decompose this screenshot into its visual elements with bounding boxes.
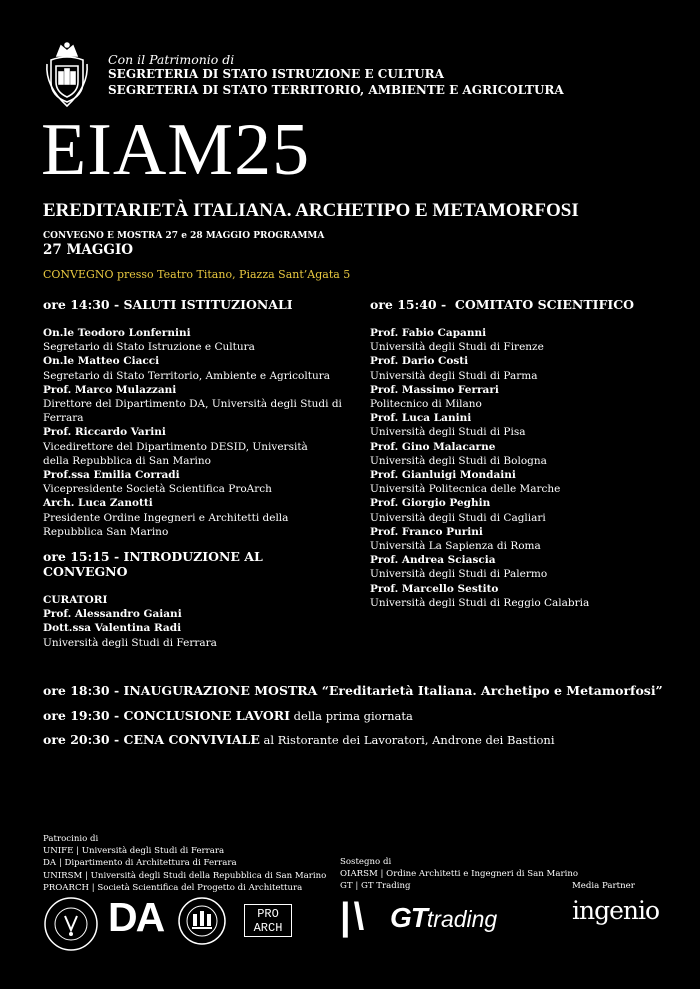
patron-line: UNIFE | Università degli Studi di Ferrara	[43, 846, 225, 857]
oiarsm-logo: |\	[340, 896, 368, 938]
speaker-name: On.le Matteo Ciacci	[43, 355, 160, 368]
speaker-name: Prof.ssa Emilia Corradi	[43, 469, 180, 482]
curators-affiliation: Università degli Studi di Ferrara	[43, 636, 217, 649]
left-column	[43, 297, 343, 650]
member-affiliation: Università degli Studi di Pisa	[370, 426, 526, 439]
member-name: Prof. Gino Malacarne	[370, 440, 496, 453]
curator-name: Dott.ssa Valentina Radi	[43, 622, 182, 635]
gt-logo-word: trading	[426, 906, 498, 932]
event-date: 27 MAGGIO	[43, 242, 134, 258]
member-name: Prof. Fabio Capanni	[370, 327, 487, 339]
proarch-line-1: PRO	[257, 907, 279, 921]
speaker-role: Vicepresidente Società Scientifica ProArch	[43, 483, 272, 496]
member-affiliation: Università degli Studi di Cagliari	[370, 511, 546, 524]
member-affiliation: Università degli Studi di Bologna	[370, 454, 547, 467]
event-conclusion	[43, 708, 413, 723]
support-line: GT | GT Trading	[340, 881, 411, 892]
event-dinner	[43, 732, 555, 747]
speaker-name: Prof. Marco Mulazzani	[43, 383, 177, 396]
curator-name: Prof. Alessandro Gaiani	[43, 608, 182, 621]
conclusion-detail: della prima giornata	[290, 709, 413, 723]
member-name: Prof. Marcello Sestito	[370, 582, 499, 595]
member-affiliation: Università Politecnica delle Marche	[370, 483, 561, 496]
patron-line: UNIRSM | Università degli Studi della Repubblica di San Marino	[43, 870, 327, 881]
san-marino-crest-icon	[43, 42, 91, 108]
patronage-label: Patrocinio di	[43, 834, 99, 844]
event-title: EIAM25	[41, 109, 311, 191]
gt-logo-mark: GT	[390, 902, 427, 933]
member-name: Prof. Andrea Sciascia	[370, 554, 496, 567]
inauguration-text: ore 18:30 - INAUGURAZIONE MOSTRA “Ereditarietà Italiana. Archetipo e Metamorfosi”	[43, 683, 663, 698]
event-subtitle: EREDITARIETÀ ITALIANA. ARCHETIPO E METAMORFOSI	[43, 200, 579, 221]
member-affiliation: Università degli Studi di Parma	[370, 369, 538, 382]
gt-trading-logo	[390, 904, 497, 932]
media-partner-label: Media Partner	[572, 881, 635, 891]
committee-heading: ore 15:40 - COMITATO SCIENTIFICO	[370, 297, 635, 312]
support-label: Sostegno di	[340, 857, 392, 867]
saluti-heading: ore 14:30 - SALUTI ISTITUZIONALI	[43, 297, 293, 312]
speaker-name: Arch. Luca Zanotti	[43, 497, 153, 510]
member-affiliation: Università degli Studi di Palermo	[370, 568, 548, 581]
dinner-time: ore 20:30 - CENA CONVIVIALE	[43, 732, 260, 747]
member-affiliation: Università degli Studi di Firenze	[370, 341, 544, 354]
patronage-block	[43, 833, 326, 894]
member-affiliation: Politecnico di Milano	[370, 398, 482, 411]
ingenio-logo: ingenio	[572, 896, 660, 925]
member-name: Prof. Franco Purini	[370, 525, 483, 538]
member-name: Prof. Dario Costi	[370, 355, 469, 368]
speaker-list	[43, 326, 343, 539]
speaker-name: Prof. Riccardo Varini	[43, 426, 166, 439]
support-line: OIARSM | Ordine Architetti e Ingegneri di San Marino	[340, 869, 579, 880]
secretariat-education: SEGRETERIA DI STATO ISTRUZIONE E CULTURA	[108, 67, 444, 81]
member-name: Prof. Luca Lanini	[370, 412, 472, 425]
unirsm-seal-icon	[177, 896, 227, 946]
member-name: Prof. Massimo Ferrari	[370, 383, 499, 396]
member-affiliation: Università La Sapienza di Roma	[370, 540, 541, 553]
unife-seal-icon	[43, 896, 99, 952]
support-block	[340, 856, 578, 893]
proarch-logo	[244, 904, 292, 937]
conclusion-time: ore 19:30 - CONCLUSIONE LAVORI	[43, 708, 290, 723]
dinner-detail: al Ristorante dei Lavoratori, Androne dei Bastioni	[259, 733, 555, 747]
member-name: Prof. Gianluigi Mondaini	[370, 469, 516, 482]
speaker-role: Presidente Ordine Ingegneri e Architetti della Repubblica San Marino	[43, 511, 289, 538]
intro-heading: ore 15:15 - INTRODUZIONE AL CONVEGNO	[43, 549, 263, 580]
committee-list	[370, 326, 670, 610]
patron-line: PROARCH | Società Scientifica del Progetto di Architettura	[43, 882, 303, 893]
patronage-intro: Con il Patrimonio di	[108, 52, 235, 67]
speaker-role: Segretario di Stato Istruzione e Cultura	[43, 341, 255, 354]
program-line: CONVEGNO E MOSTRA 27 e 28 MAGGIO PROGRAMMA	[43, 231, 325, 241]
event-venue: CONVEGNO presso Teatro Titano, Piazza Sant’Agata 5	[43, 268, 351, 281]
member-affiliation: Università degli Studi di Reggio Calabria	[370, 596, 590, 609]
member-name: Prof. Giorgio Peghin	[370, 497, 491, 510]
speaker-role: Direttore del Dipartimento DA, Università degli Studi di Ferrara	[43, 398, 342, 425]
secretariat-territory: SEGRETERIA DI STATO TERRITORIO, AMBIENTE E AGRICOLTURA	[108, 83, 564, 97]
event-inauguration	[43, 683, 663, 698]
right-column	[370, 297, 670, 610]
patron-line: DA | Dipartimento di Architettura di Ferrara	[43, 858, 237, 869]
da-logo: DA	[108, 894, 164, 940]
curators-label: CURATORI	[43, 594, 108, 607]
speaker-role: Segretario di Stato Territorio, Ambiente e Agricoltura	[43, 369, 330, 382]
proarch-line-2: ARCH	[253, 921, 283, 935]
speaker-name: On.le Teodoro Lonfernini	[43, 327, 191, 339]
speaker-role: Vicedirettore del Dipartimento DESID, Università della Repubblica di San Marino	[43, 440, 308, 467]
